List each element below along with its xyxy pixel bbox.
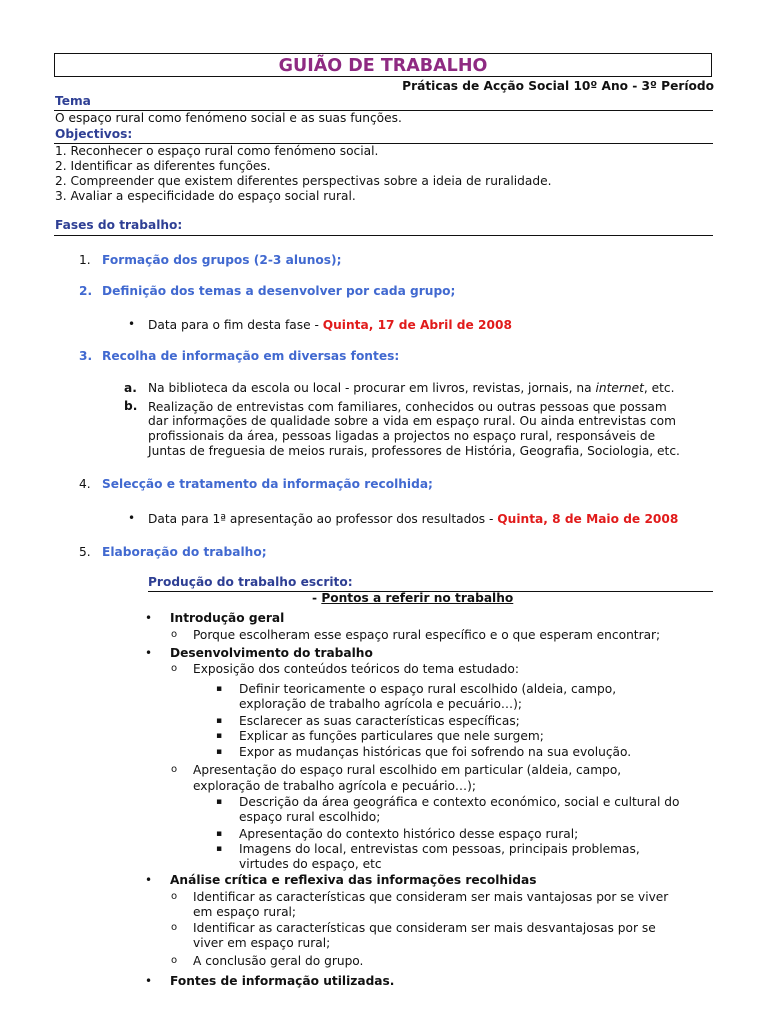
pontos-text: Pontos a referir no trabalho <box>321 591 514 605</box>
a-text-post: , etc. <box>643 381 675 395</box>
analise-item: A conclusão geral do grupo. <box>193 954 364 968</box>
sub2-item: Imagens do local, entrevistas com pessoas, principais problemas, <box>239 842 640 856</box>
bullet-icon: • <box>145 611 153 625</box>
bullet-icon: • <box>145 974 153 988</box>
bullet-icon: • <box>128 317 136 331</box>
sub2-item-cont: virtudes do espaço, etc <box>239 857 382 871</box>
bullet-icon: • <box>128 511 136 525</box>
analise-item: Identificar as características que consideram ser mais desvantajosas por se <box>193 921 656 935</box>
sub2-item: Apresentação do contexto histórico desse espaço rural; <box>239 827 579 841</box>
deadline-label: Data para o fim desta fase - <box>148 318 323 332</box>
introducao-title: Introdução geral <box>170 611 285 625</box>
introducao-sub: Porque escolheram esse espaço rural específico e o que esperam encontrar; <box>193 628 661 642</box>
square-bullet-icon: ▪ <box>216 797 223 807</box>
analise-title: Análise crítica e reflexiva das informações recolhidas <box>170 873 537 887</box>
circle-bullet-icon: o <box>171 663 178 674</box>
objectivo-item: 2. Identificar as diferentes funções. <box>55 159 271 173</box>
fases-label: Fases do trabalho: <box>55 218 183 232</box>
tema-label: Tema <box>55 94 91 108</box>
producao-label: Produção do trabalho escrito: <box>148 575 353 589</box>
fase-3-a-text <box>148 381 674 395</box>
square-bullet-icon: ▪ <box>216 716 223 726</box>
desenvolvimento-sub2: Apresentação do espaço rural escolhido em particular (aldeia, campo, <box>193 763 622 777</box>
fases-rule <box>54 235 713 236</box>
fase-1-text: Formação dos grupos (2-3 alunos); <box>102 253 342 267</box>
desenvolvimento-title: Desenvolvimento do trabalho <box>170 646 373 660</box>
analise-item: Identificar as características que consideram ser mais vantajosas por se viver <box>193 890 669 904</box>
fase-2-number: 2. <box>79 284 93 298</box>
fase-4-number: 4. <box>79 477 91 491</box>
circle-bullet-icon: o <box>171 629 178 640</box>
sub1-item: Definir teoricamente o espaço rural escolhido (aldeia, campo, <box>239 682 617 696</box>
fase-3-b-line: Realização de entrevistas com familiares, conhecidos ou outras pessoas que possam <box>148 400 667 414</box>
fase-5-number: 5. <box>79 545 91 559</box>
sub1-item: Esclarecer as suas características específicas; <box>239 714 520 728</box>
sub1-item: Explicar as funções particulares que nele surgem; <box>239 729 544 743</box>
tema-text: O espaço rural como fenómeno social e as suas funções. <box>55 111 402 125</box>
square-bullet-icon: ▪ <box>216 844 223 854</box>
square-bullet-icon: ▪ <box>216 731 223 741</box>
fase-5-text: Elaboração do trabalho; <box>102 545 267 559</box>
fase-4-deadline <box>148 512 678 526</box>
fase-3-b-marker: b. <box>124 399 138 413</box>
circle-bullet-icon: o <box>171 764 178 775</box>
fase-2-deadline <box>148 318 512 332</box>
a-text-pre: Na biblioteca da escola ou local - procurar em livros, revistas, jornais, na <box>148 381 596 395</box>
fase-3-number: 3. <box>79 349 93 363</box>
sub1-item: Expor as mudanças históricas que foi sofrendo na sua evolução. <box>239 745 632 759</box>
fase-4-text: Selecção e tratamento da informação recolhida; <box>102 477 433 491</box>
circle-bullet-icon: o <box>171 955 178 966</box>
fase-3-text: Recolha de informação em diversas fontes: <box>102 349 400 363</box>
fase-3-a-marker: a. <box>124 381 137 395</box>
document-title: GUIÃO DE TRABALHO <box>54 53 712 77</box>
pontos-dash: - <box>312 591 322 605</box>
objectivo-item: 2. Compreender que existem diferentes perspectivas sobre a ideia de ruralidade. <box>55 174 552 188</box>
pontos-heading <box>312 591 513 605</box>
fase-3-b-line: Juntas de freguesia de meios rurais, professores de História, Geografia, Sociologia, etc. <box>148 444 680 458</box>
a-text-italic: internet <box>595 381 644 395</box>
objectivos-label: Objectivos: <box>55 127 133 141</box>
sub2-item: Descrição da área geográfica e contexto económico, social e cultural do <box>239 795 680 809</box>
square-bullet-icon: ▪ <box>216 829 223 839</box>
bullet-icon: • <box>145 873 153 887</box>
fase-3-b-line: dar informações de qualidade sobre a vida em espaço rural. Ou ainda entrevistas com <box>148 414 676 428</box>
document-subtitle: Práticas de Acção Social 10º Ano - 3º Período <box>402 79 714 93</box>
square-bullet-icon: ▪ <box>216 684 223 694</box>
desenvolvimento-sub2-cont: exploração de trabalho agrícola e pecuário…); <box>193 779 476 793</box>
desenvolvimento-sub1: Exposição dos conteúdos teóricos do tema estudado: <box>193 662 519 676</box>
objectivo-item: 1. Reconhecer o espaço rural como fenómeno social. <box>55 144 379 158</box>
analise-item-cont: viver em espaço rural; <box>193 936 331 950</box>
fase-3-b-line: profissionais da área, pessoas ligadas a projectos no espaço rural, responsáveis de <box>148 429 656 443</box>
circle-bullet-icon: o <box>171 891 178 902</box>
bullet-icon: • <box>145 646 153 660</box>
deadline-date: Quinta, 8 de Maio de 2008 <box>497 512 679 526</box>
sub2-item-cont: espaço rural escolhido; <box>239 810 381 824</box>
analise-item-cont: em espaço rural; <box>193 905 297 919</box>
fase-1-number: 1. <box>79 253 91 267</box>
fontes-title: Fontes de informação utilizadas. <box>170 974 395 988</box>
square-bullet-icon: ▪ <box>216 747 223 757</box>
fase-2-text: Definição dos temas a desenvolver por cada grupo; <box>102 284 456 298</box>
sub1-item-cont: exploração de trabalho agrícola e pecuário…); <box>239 697 522 711</box>
deadline-label: Data para 1ª apresentação ao professor dos resultados - <box>148 512 498 526</box>
circle-bullet-icon: o <box>171 922 178 933</box>
objectivo-item: 3. Avaliar a especificidade do espaço social rural. <box>55 189 356 203</box>
deadline-date: Quinta, 17 de Abril de 2008 <box>322 318 512 332</box>
